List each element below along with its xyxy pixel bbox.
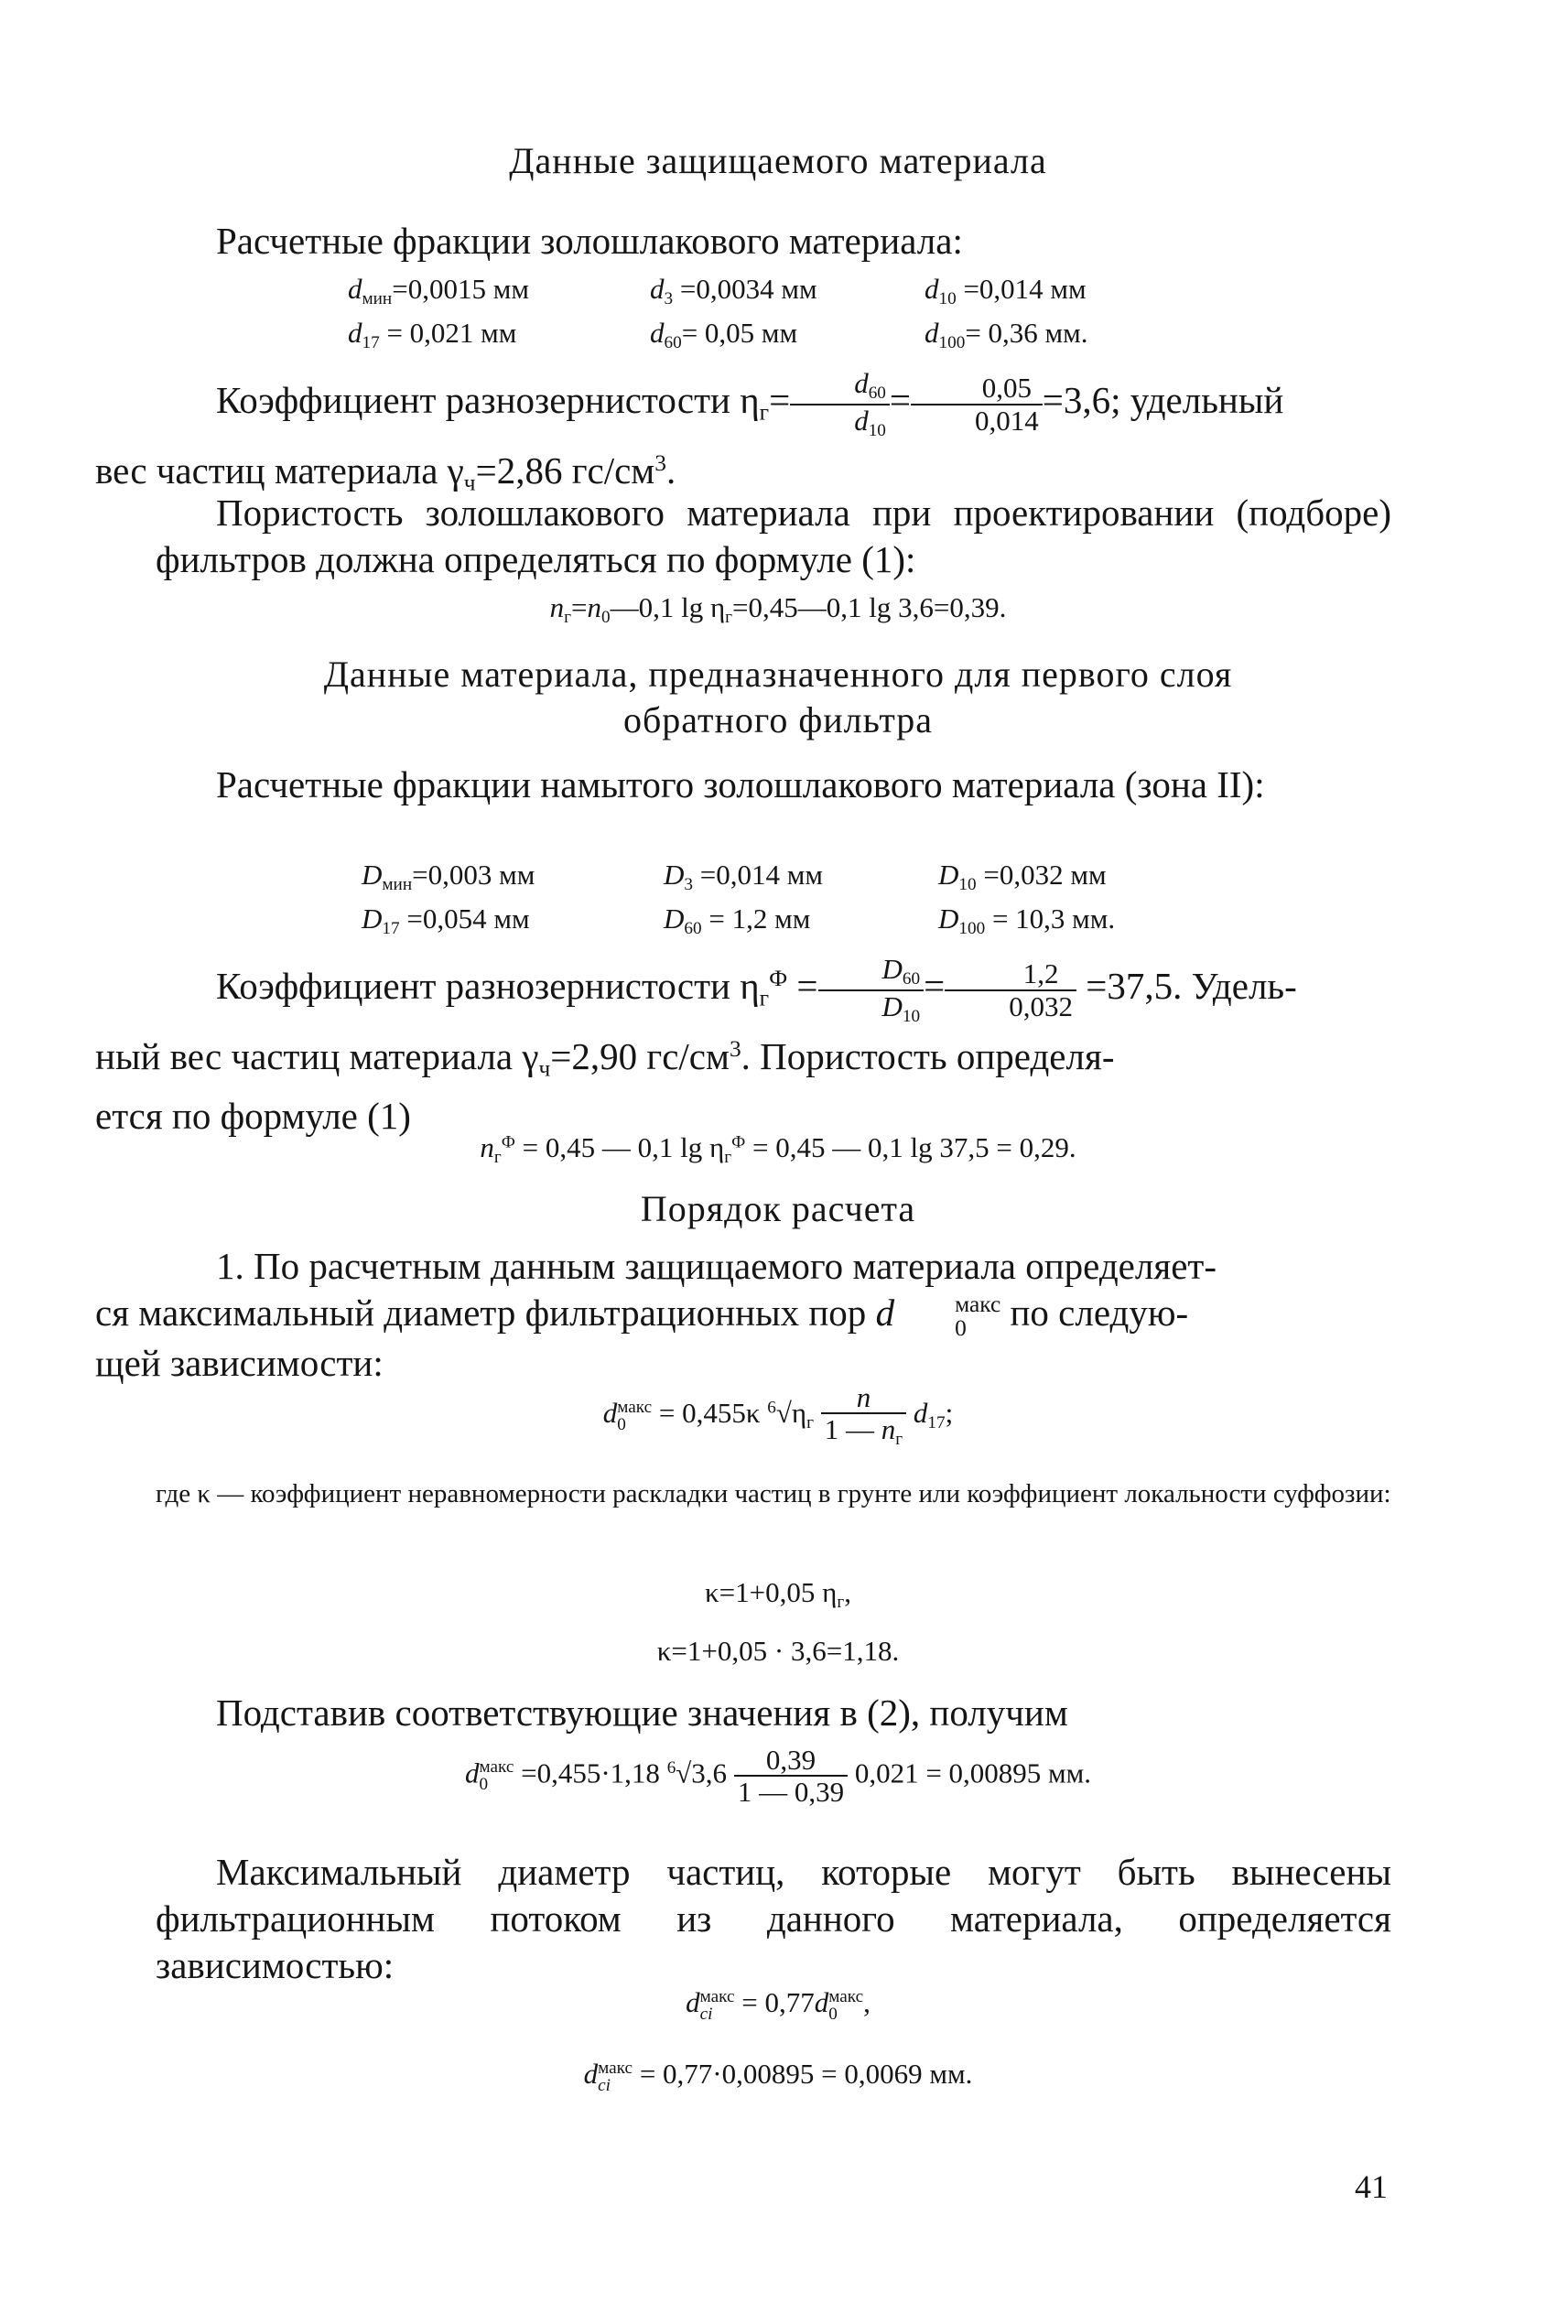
heading-filter-material bbox=[183, 652, 1373, 743]
heading-protected-material: Данные защищаемого материала bbox=[509, 140, 1047, 181]
formula-max-pore-diameter: d макс 0 = 0,455κ $^6√\eta_г$ n 1 — $n_г$ $d_{17}$; bbox=[602, 1381, 954, 1450]
fraction-D3: $D_3 =0,014$ мм bbox=[664, 859, 823, 894]
fraction-D60: $D_{60} = 1,2$ мм bbox=[664, 902, 811, 938]
heading-filter-material-line1: Данные материала, предназначенного для первого слоя bbox=[323, 654, 1233, 695]
formula-kappa-general: κ=1+0,05 $\eta_г$, bbox=[705, 1576, 851, 1612]
note-kappa-definition: где κ — коэффициент неравномерности раскладки частиц в грунте или коэффициент локальности суффозии: bbox=[156, 1479, 1391, 1508]
paragraph-uniformity-coefficient: Коэффициент разнозернистости $\eta_г=$ $\frac{d_{60}}{d_{10}}$ = $\frac{0,05}{0,014}$ =3,6; удельный вес частиц материала $\gamma_ч=2,86$ $гс/см^3$. bbox=[95, 367, 1284, 496]
paragraph-step-1: 1. По расчетным данным защищаемого материала определяет- ся максимальный диаметр фильтрационных пор d макс 0 по следую- щей зависимости: bbox=[95, 1245, 1217, 1385]
paragraph-filter-coefficient: Коэффициент разнозернистости $\eta_г^Ф$ = $\frac{D_{60}}{D_{10}}$ = $\frac{1,2}{0,032}$ =37,5. Удель- ный вес частиц материала $\gamma_ч=2,90$ $гс/см^3$. Пористость определя- ется по формуле (1) bbox=[95, 953, 1297, 1137]
paragraph-fractions-intro: Расчетные фракции золошлакового материала: bbox=[216, 220, 963, 262]
fraction-d100: $d_{100}= 0,36$ мм. bbox=[925, 316, 1088, 352]
fraction-d-min: $d_{мин}=0,0015$ мм bbox=[348, 273, 529, 308]
heading-calculation-order: Порядок расчета bbox=[640, 1188, 916, 1229]
heading-filter-material-line2: обратного фильтра bbox=[622, 699, 934, 740]
fraction-D100: $D_{100} = 10,3$ мм. bbox=[938, 902, 1116, 938]
formula-particle-diameter: d макс ci = 0,77d макс 0 , bbox=[686, 1986, 871, 2024]
formula-particle-value: d макс ci = 0,77·0,00895 = 0,0069 мм. bbox=[583, 2058, 973, 2095]
paragraph-porosity: Пористость золошлакового материала при проектировании (подборе) фильтров должна определяться по формуле (1): bbox=[156, 492, 1391, 580]
fraction-d60: $d_{60}= 0,05$ мм bbox=[650, 316, 798, 352]
formula-max-pore-value: d макс 0 =0,455·1,18 $^6$√3,6 $\frac{0,39}{1 — 0,39}$ 0,021 = 0,00895 мм. bbox=[464, 1744, 1092, 1809]
fraction-D-min: $D_{мин}=0,003$ мм bbox=[362, 859, 535, 894]
formula-porosity-1: $n_г=n_0—0,1$ $\lg \eta_г=0,45—0,1$ lg 3,6=0,39. bbox=[549, 591, 1007, 627]
paragraph-substitution: Подставив соответствующие значения в (2), получим bbox=[216, 1692, 1068, 1734]
page-number: 41 bbox=[1355, 2168, 1388, 2205]
fractions-table-2 bbox=[362, 859, 1213, 939]
fraction-d17: $d_{17} = 0,021$ мм bbox=[348, 316, 517, 352]
paragraph-max-particle: Максимальный диаметр частиц, которые могут быть вынесены фильтрационным потоком из данного материала, определяется зависимостью: bbox=[156, 1851, 1391, 1986]
formula-porosity-2: $n_г^Ф = 0,45$ — 0,1 $\lg \eta_г^Ф = 0,45$ — 0,1 lg 37,5 = 0,29. bbox=[480, 1131, 1076, 1167]
fraction-D17: $D_{17} =0,054$ мм bbox=[362, 902, 530, 938]
fraction-D10: $D_{10} =0,032$ мм bbox=[938, 859, 1107, 894]
fraction-d3: $d_3 =0,0034$ мм bbox=[650, 273, 817, 308]
fraction-d10: $d_{10} =0,014$ мм bbox=[925, 273, 1087, 308]
paragraph-fractions-zone: Расчетные фракции намытого золошлакового материала (зона II): bbox=[216, 763, 1265, 805]
fractions-table-1 bbox=[348, 273, 1199, 353]
formula-kappa-value: κ=1+0,05 · 3,6=1,18. bbox=[656, 1635, 900, 1667]
